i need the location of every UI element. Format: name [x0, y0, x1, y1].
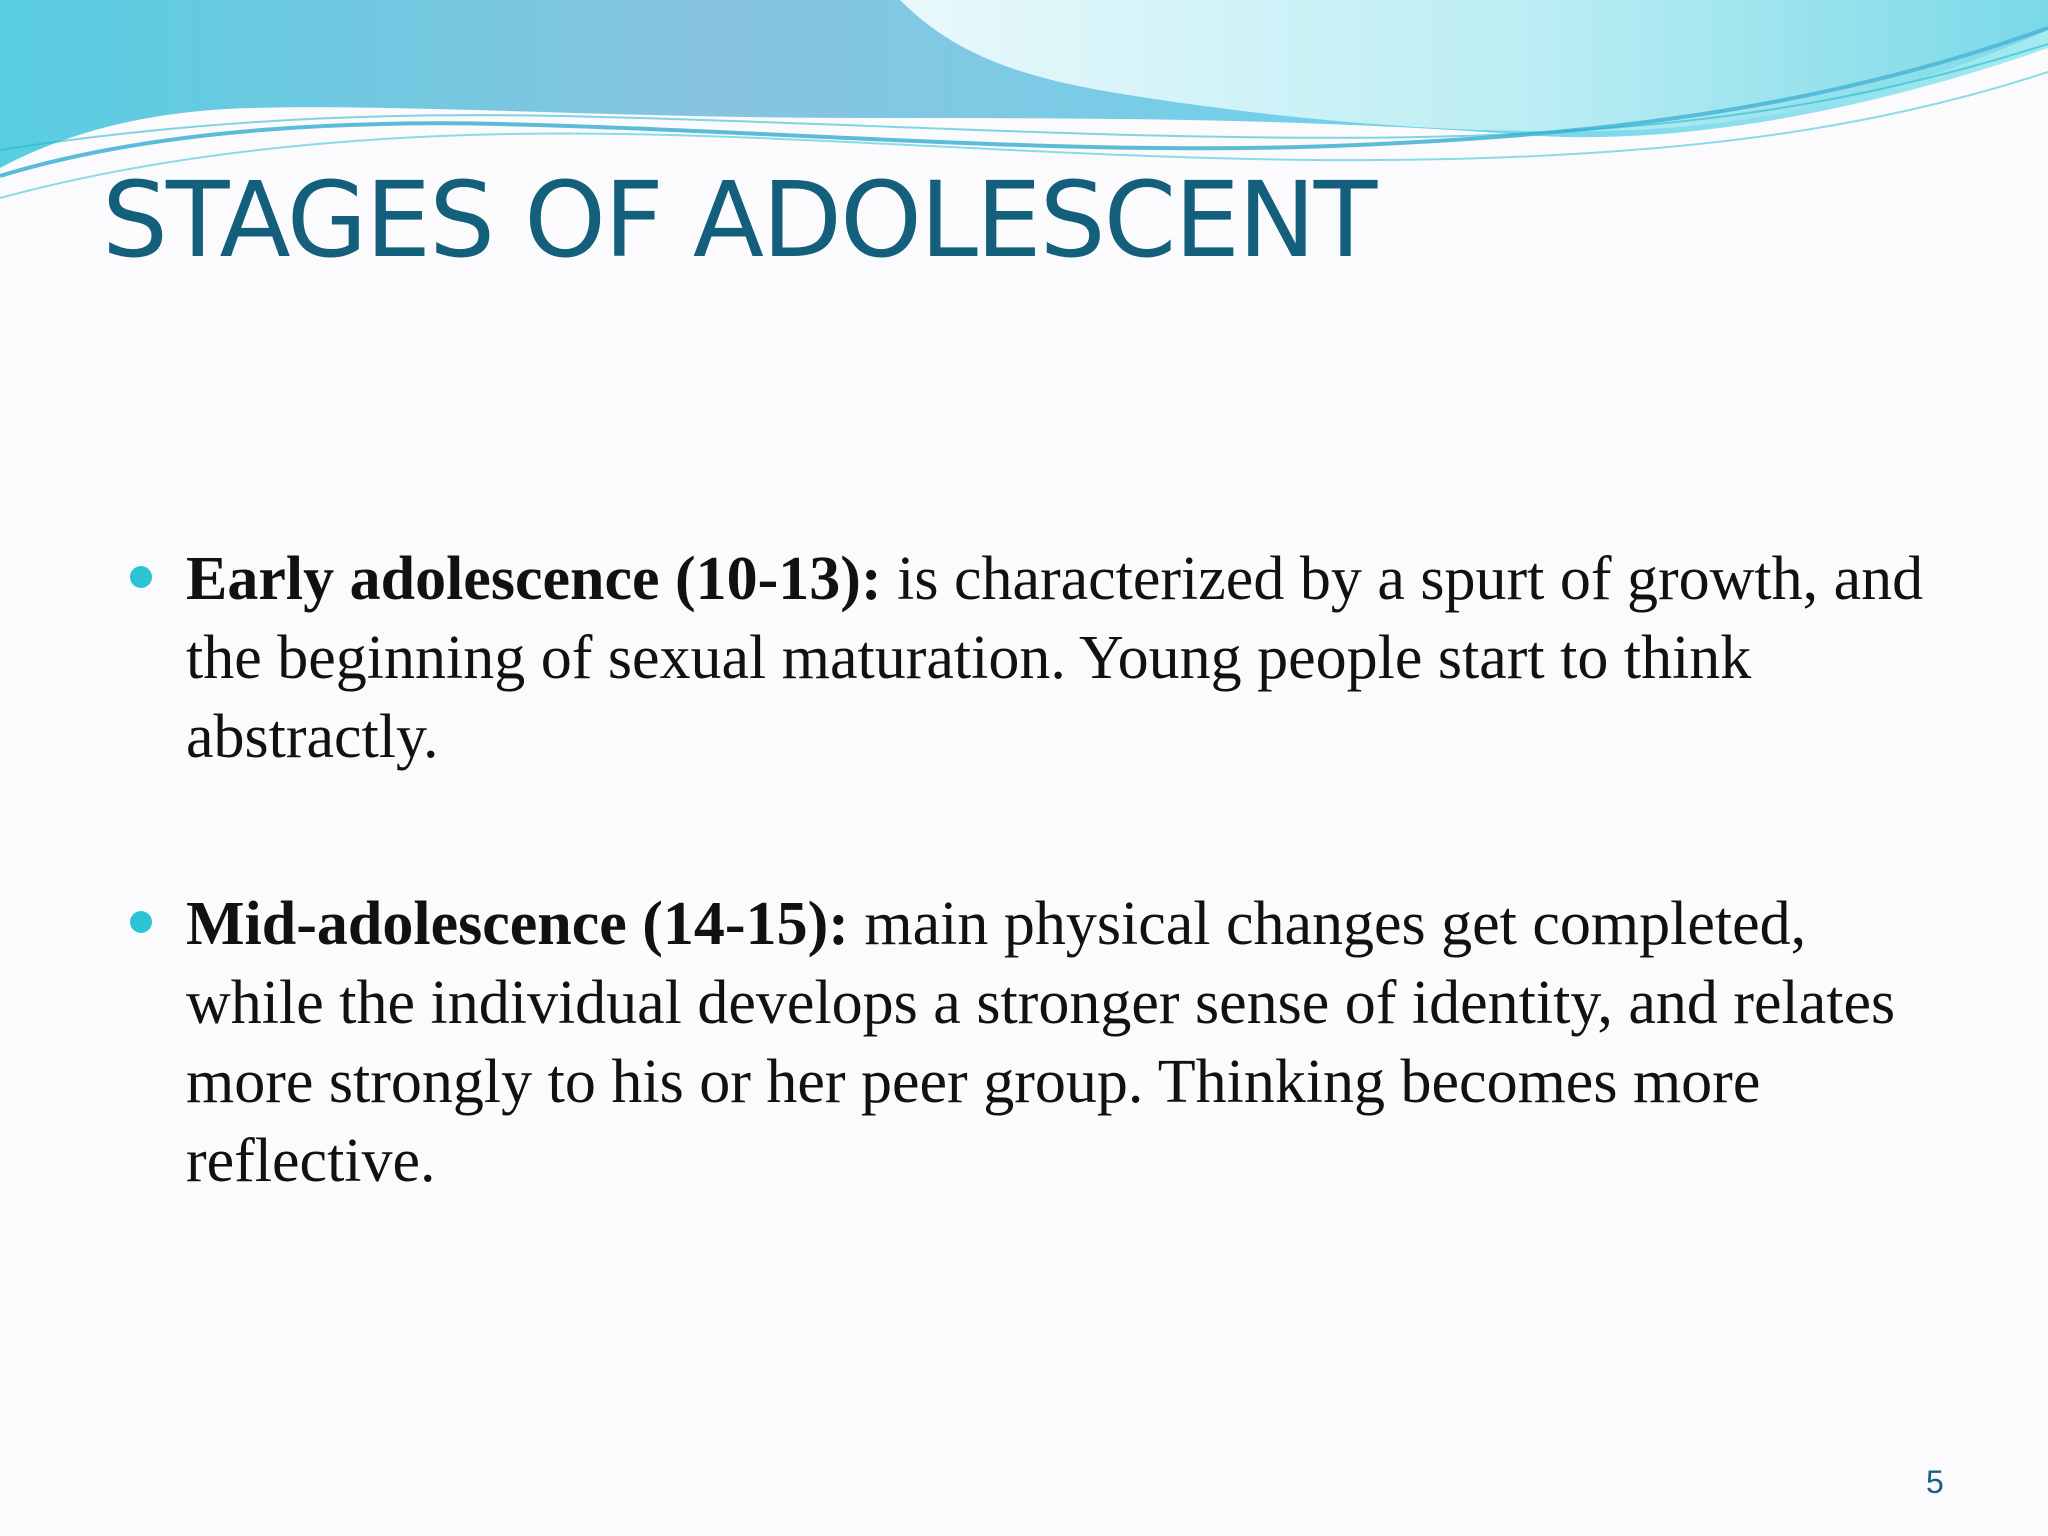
bullet-text: is characterized by a spurt of growth, and the beginning of sexual maturation. Young people start to think abstractly. — [186, 545, 1924, 771]
bullet-term: Early adolescence (10-13): — [186, 545, 882, 613]
bullet-term: Mid-adolescence (14-15): — [186, 890, 849, 958]
slide-number: 5 — [1926, 1464, 1944, 1500]
bullet-dot-icon — [130, 566, 152, 588]
slide-title: STAGES OF ADOLESCENT — [102, 159, 1376, 281]
bullet-mid-adolescence — [126, 885, 1926, 1201]
bullet-list — [126, 540, 1926, 1201]
bullet-early-adolescence — [126, 540, 1926, 777]
bullet-dot-icon — [130, 911, 152, 933]
bullet-text: main physical changes get completed, while the individual develops a stronger sense of identity, and relates more strongly to his or her peer group. Thinking becomes more reflective. — [186, 890, 1896, 1195]
